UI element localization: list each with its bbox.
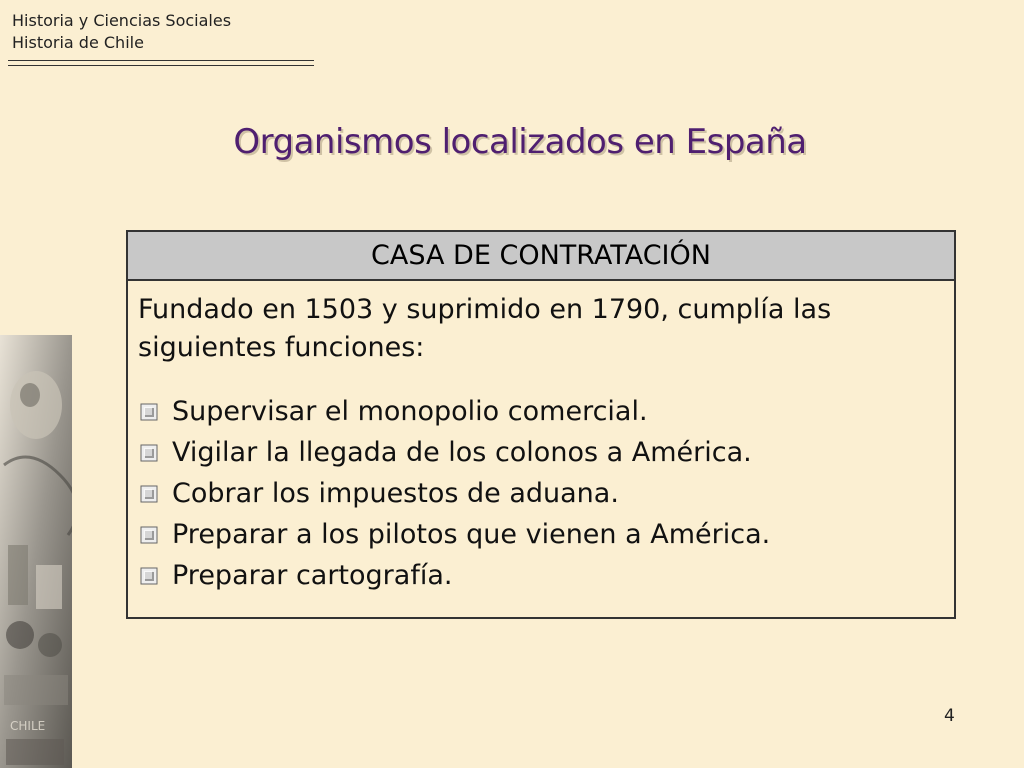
list-item	[138, 473, 942, 514]
list-item-text: Cobrar los impuestos de aduana.	[172, 477, 619, 509]
slide-header	[12, 10, 231, 54]
list-item-text: Vigilar la llegada de los colonos a América.	[172, 436, 752, 468]
intro-text: Fundado en 1503 y suprimido en 1790, cumplía las siguientes funciones:	[138, 294, 832, 363]
square-bullet-icon	[138, 483, 160, 505]
square-bullet-icon	[138, 565, 160, 587]
square-bullet-icon	[138, 524, 160, 546]
casa-contratacion-table	[126, 230, 956, 619]
list-item-text: Preparar a los pilotos que vienen a América.	[172, 518, 771, 550]
slide-title: Organismos localizados en España	[233, 122, 807, 162]
functions-list	[138, 391, 942, 596]
table-heading: CASA DE CONTRATACIÓN	[128, 232, 954, 281]
list-item	[138, 514, 942, 555]
square-bullet-icon	[138, 401, 160, 423]
historical-collage-image	[0, 335, 72, 768]
square-bullet-icon	[138, 442, 160, 464]
header-divider	[8, 60, 314, 66]
course-topic: Historia de Chile	[12, 33, 144, 52]
list-item-text: Preparar cartografía.	[172, 559, 453, 591]
list-item	[138, 432, 942, 473]
list-item	[138, 391, 942, 432]
list-item	[138, 555, 942, 596]
list-item-text: Supervisar el monopolio comercial.	[172, 395, 648, 427]
course-subject: Historia y Ciencias Sociales	[12, 11, 232, 30]
svg-text:CHILE: CHILE	[10, 719, 46, 733]
table-body	[128, 281, 954, 596]
page-number: 4	[944, 706, 955, 726]
